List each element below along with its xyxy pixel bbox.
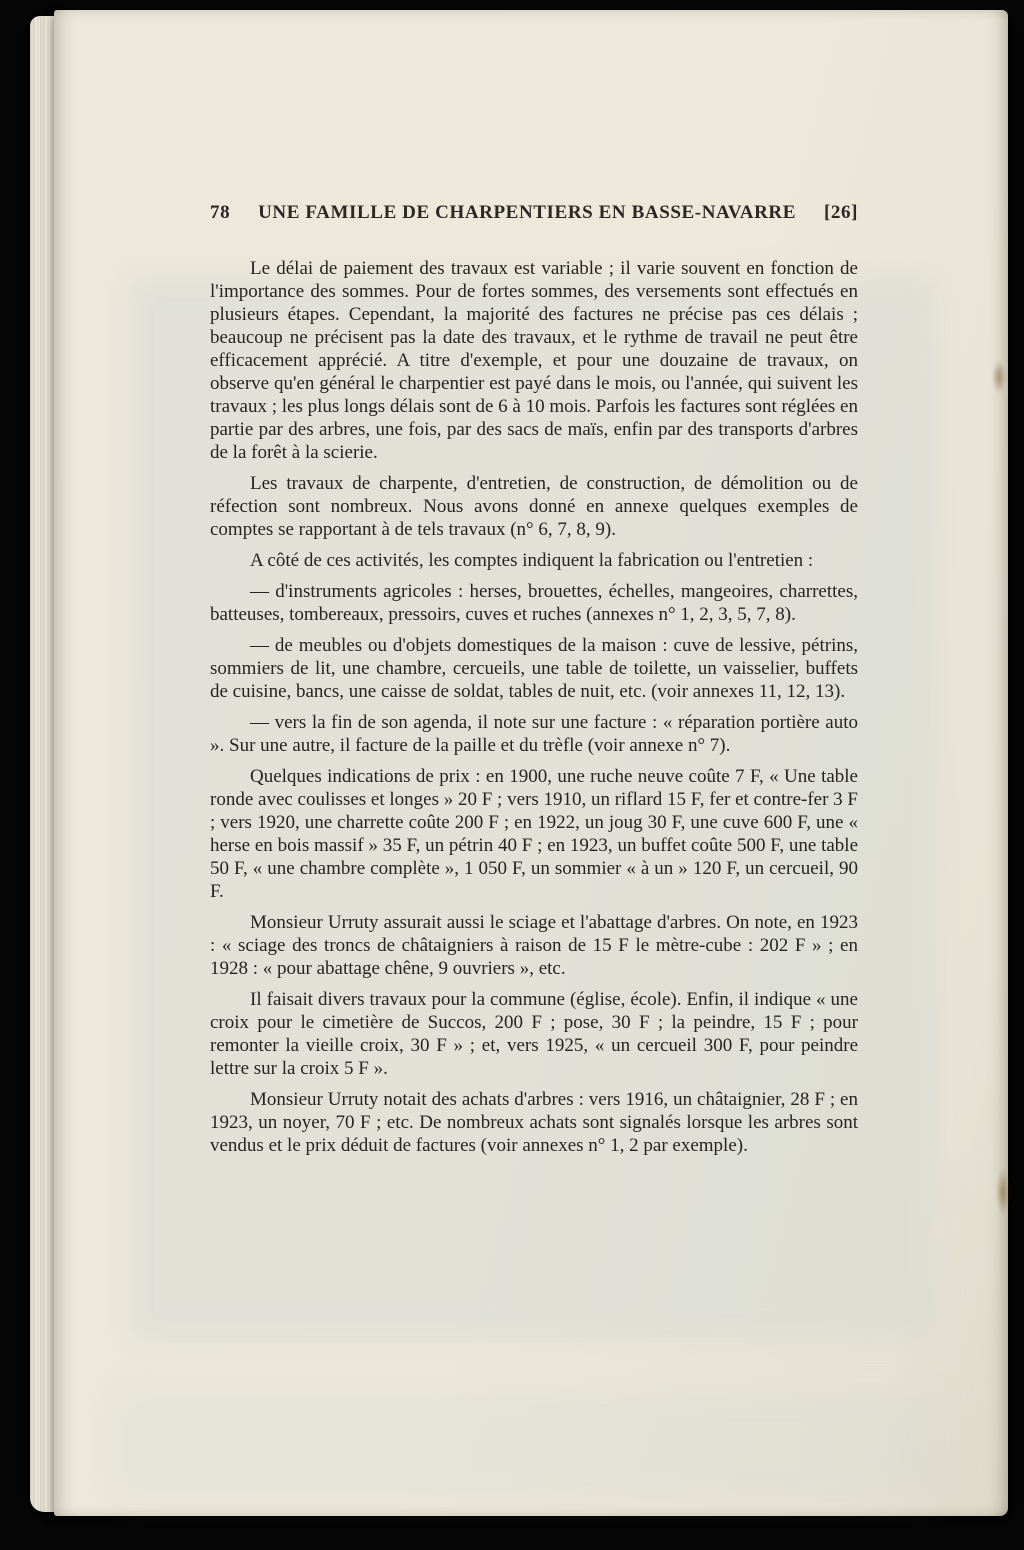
text-column: [210, 202, 858, 1157]
page-body: [210, 257, 858, 1157]
list-item-agenda-notes: — vers la fin de son agenda, il note sur une facture : « réparation portière auto ». Sur une autre, il facture de la paille et du trèfle (voir annexe n° 7).: [210, 712, 858, 756]
page-number: 78: [210, 202, 231, 223]
paragraph-tree-purchases: Monsieur Urruty notait des achats d'arbres : vers 1916, un châtaignier, 28 F ; en 1923, un noyer, 70 F ; etc. De nombreux achats sont signalés lorsque les arbres sont vendus et le prix déduit de factures (voir annexes n° 1, 2 par exemple).: [210, 1089, 858, 1156]
running-header: [210, 202, 858, 224]
running-title: UNE FAMILLE DE CHARPENTIERS EN BASSE-NAVARRE: [258, 202, 797, 223]
paragraph-works-annexes: Les travaux de charpente, d'entretien, de construction, de démolition ou de réfection sont nombreux. Nous avons donné en annexe quelques exemples de comptes se rapportant à de tels travaux (n° 6, 7, 8, 9).: [210, 473, 858, 540]
paragraph-price-examples: Quelques indications de prix : en 1900, une ruche neuve coûte 7 F, « Une table ronde avec coulisses et longes » 20 F ; vers 1910, un riflard 15 F, fer et contre-fer 3 F ; vers 1920, une charrette coûte 200 F ; en 1922, un joug 30 F, une cuve 600 F, une « herse en bois massif » 35 F, un pétrin 40 F ; en 1923, un buffet coûte 500 F, une table 50 F, « une chambre complète », 1 050 F, un sommier « à un » 120 F, un cercueil, 90 F.: [210, 766, 859, 902]
paragraph-activities-intro: A côté de ces activités, les comptes indiquent la fabrication ou l'entretien :: [250, 550, 814, 571]
book-page: [54, 10, 1008, 1516]
paragraph-sawing-felling: Monsieur Urruty assurait aussi le sciage et l'abattage d'arbres. On note, en 1923 : « sciage des troncs de châtaigniers à raison de 15 F le mètre-cube : 202 F » ; en 1928 : « pour abattage chêne, 9 ouvriers », etc.: [210, 912, 858, 979]
list-item-furniture: — de meubles ou d'objets domestiques de la maison : cuve de lessive, pétrins, sommiers de lit, une chambre, cercueils, une table de toilette, un vaisselier, buffets de cuisine, bancs, une caisse de soldat, tables de nuit, etc. (voir annexes 11, 12, 13).: [210, 635, 858, 702]
scan-tint-overlay-bottom: [114, 1390, 944, 1500]
list-item-farm-tools: — d'instruments agricoles : herses, brouettes, échelles, mangeoires, charrettes, batteuses, tombereaux, pressoirs, cuves et ruches (annexes n° 1, 2, 3, 5, 7, 8).: [210, 581, 858, 625]
paragraph-payment-delays: Le délai de paiement des travaux est variable ; il varie souvent en fonction de l'importance des sommes. Pour de fortes sommes, des versements sont effectués en plusieurs étapes. Cependant, la majorité des factures ne précise pas ces délais ; beaucoup ne précisent pas la date des travaux, et le rythme de travail ne peut être efficacement apprécié. A titre d'exemple, et pour une douzaine de travaux, on observe qu'en général le charpentier est payé dans le mois, ou l'année, qui suivent les travaux ; les plus longs délais sont de 6 à 10 mois. Parfois les factures sont réglées en partie par des arbres, une fois, par des sacs de maïs, enfin par des transports d'arbres de la forêt à la scierie.: [210, 258, 858, 463]
paragraph-commune-works: Il faisait divers travaux pour la commune (église, école). Enfin, il indique « une croix pour le cimetière de Succos, 200 F ; pose, 30 F ; la peindre, 15 F ; pour remonter la vieille croix, 30 F » ; et, vers 1925, « un cercueil 300 F, pour peindre lettre sur la croix 5 F ».: [210, 989, 858, 1079]
section-reference: [26]: [823, 202, 858, 223]
